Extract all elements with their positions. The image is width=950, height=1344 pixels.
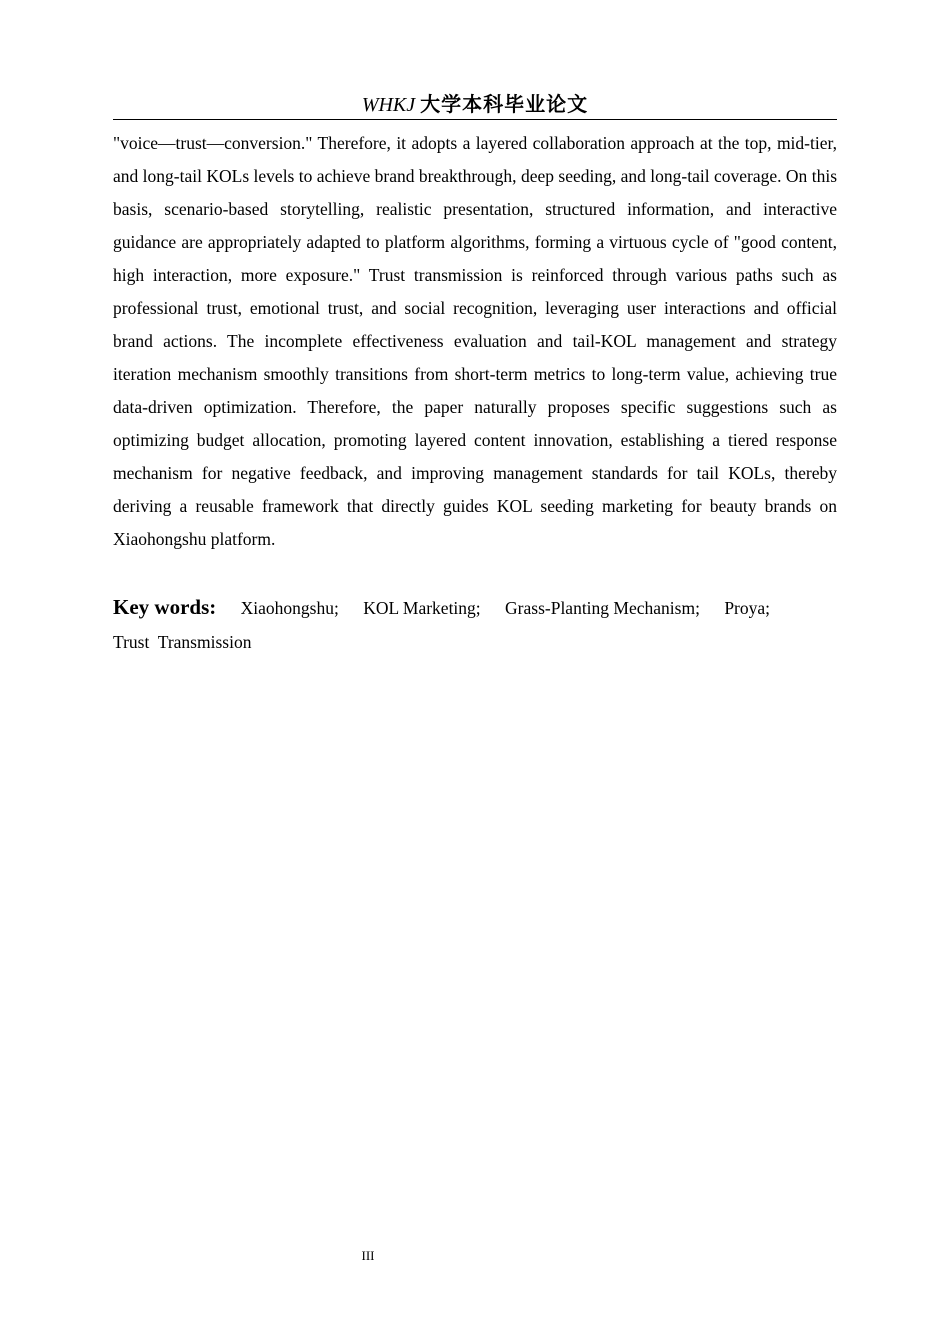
keyword-item: Proya; [724, 598, 771, 618]
running-header [113, 90, 837, 120]
header-institution-code: WHKJ [361, 94, 416, 116]
page-number: III [361, 1248, 375, 1263]
keyword-item: Trust Transmission [113, 632, 252, 652]
keyword-item: Xiaohongshu; [240, 598, 339, 618]
keyword-item: Grass-Planting Mechanism; [505, 598, 700, 618]
keywords-section [113, 590, 837, 659]
abstract-paragraph: "voice—trust—conversion." Therefore, it adopts a layered collaboration approach at the top, mid-tier, and long-tail KOLs levels to achieve brand breakthrough, deep seeding, and long-tail coverage. On this basis, scenario-based storytelling, realistic presentation, structured information, and interactive guidance are appropriately adapted to platform algorithms, forming a virtuous cycle of "good content, high interaction, more exposure." Trust transmission is reinforced through various paths such as professional trust, emotional trust, and social recognition, leveraging user interactions and official brand actions. The incomplete effectiveness evaluation and tail-KOL management and strategy iteration mechanism smoothly transitions from short-term metrics to long-term value, achieving true data-driven optimization. Therefore, the paper naturally proposes specific suggestions such as optimizing budget allocation, promoting layered content innovation, establishing a tiered response mechanism for negative feedback, and improving management standards for tail KOLs, thereby deriving a reusable framework that directly guides KOL seeding marketing for beauty brands on Xiaohongshu platform. [113, 133, 837, 549]
header-thesis-title: 大学本科毕业论文 [420, 92, 589, 116]
keyword-item: KOL Marketing; [363, 598, 481, 618]
keywords-label: Key words: [113, 595, 217, 619]
